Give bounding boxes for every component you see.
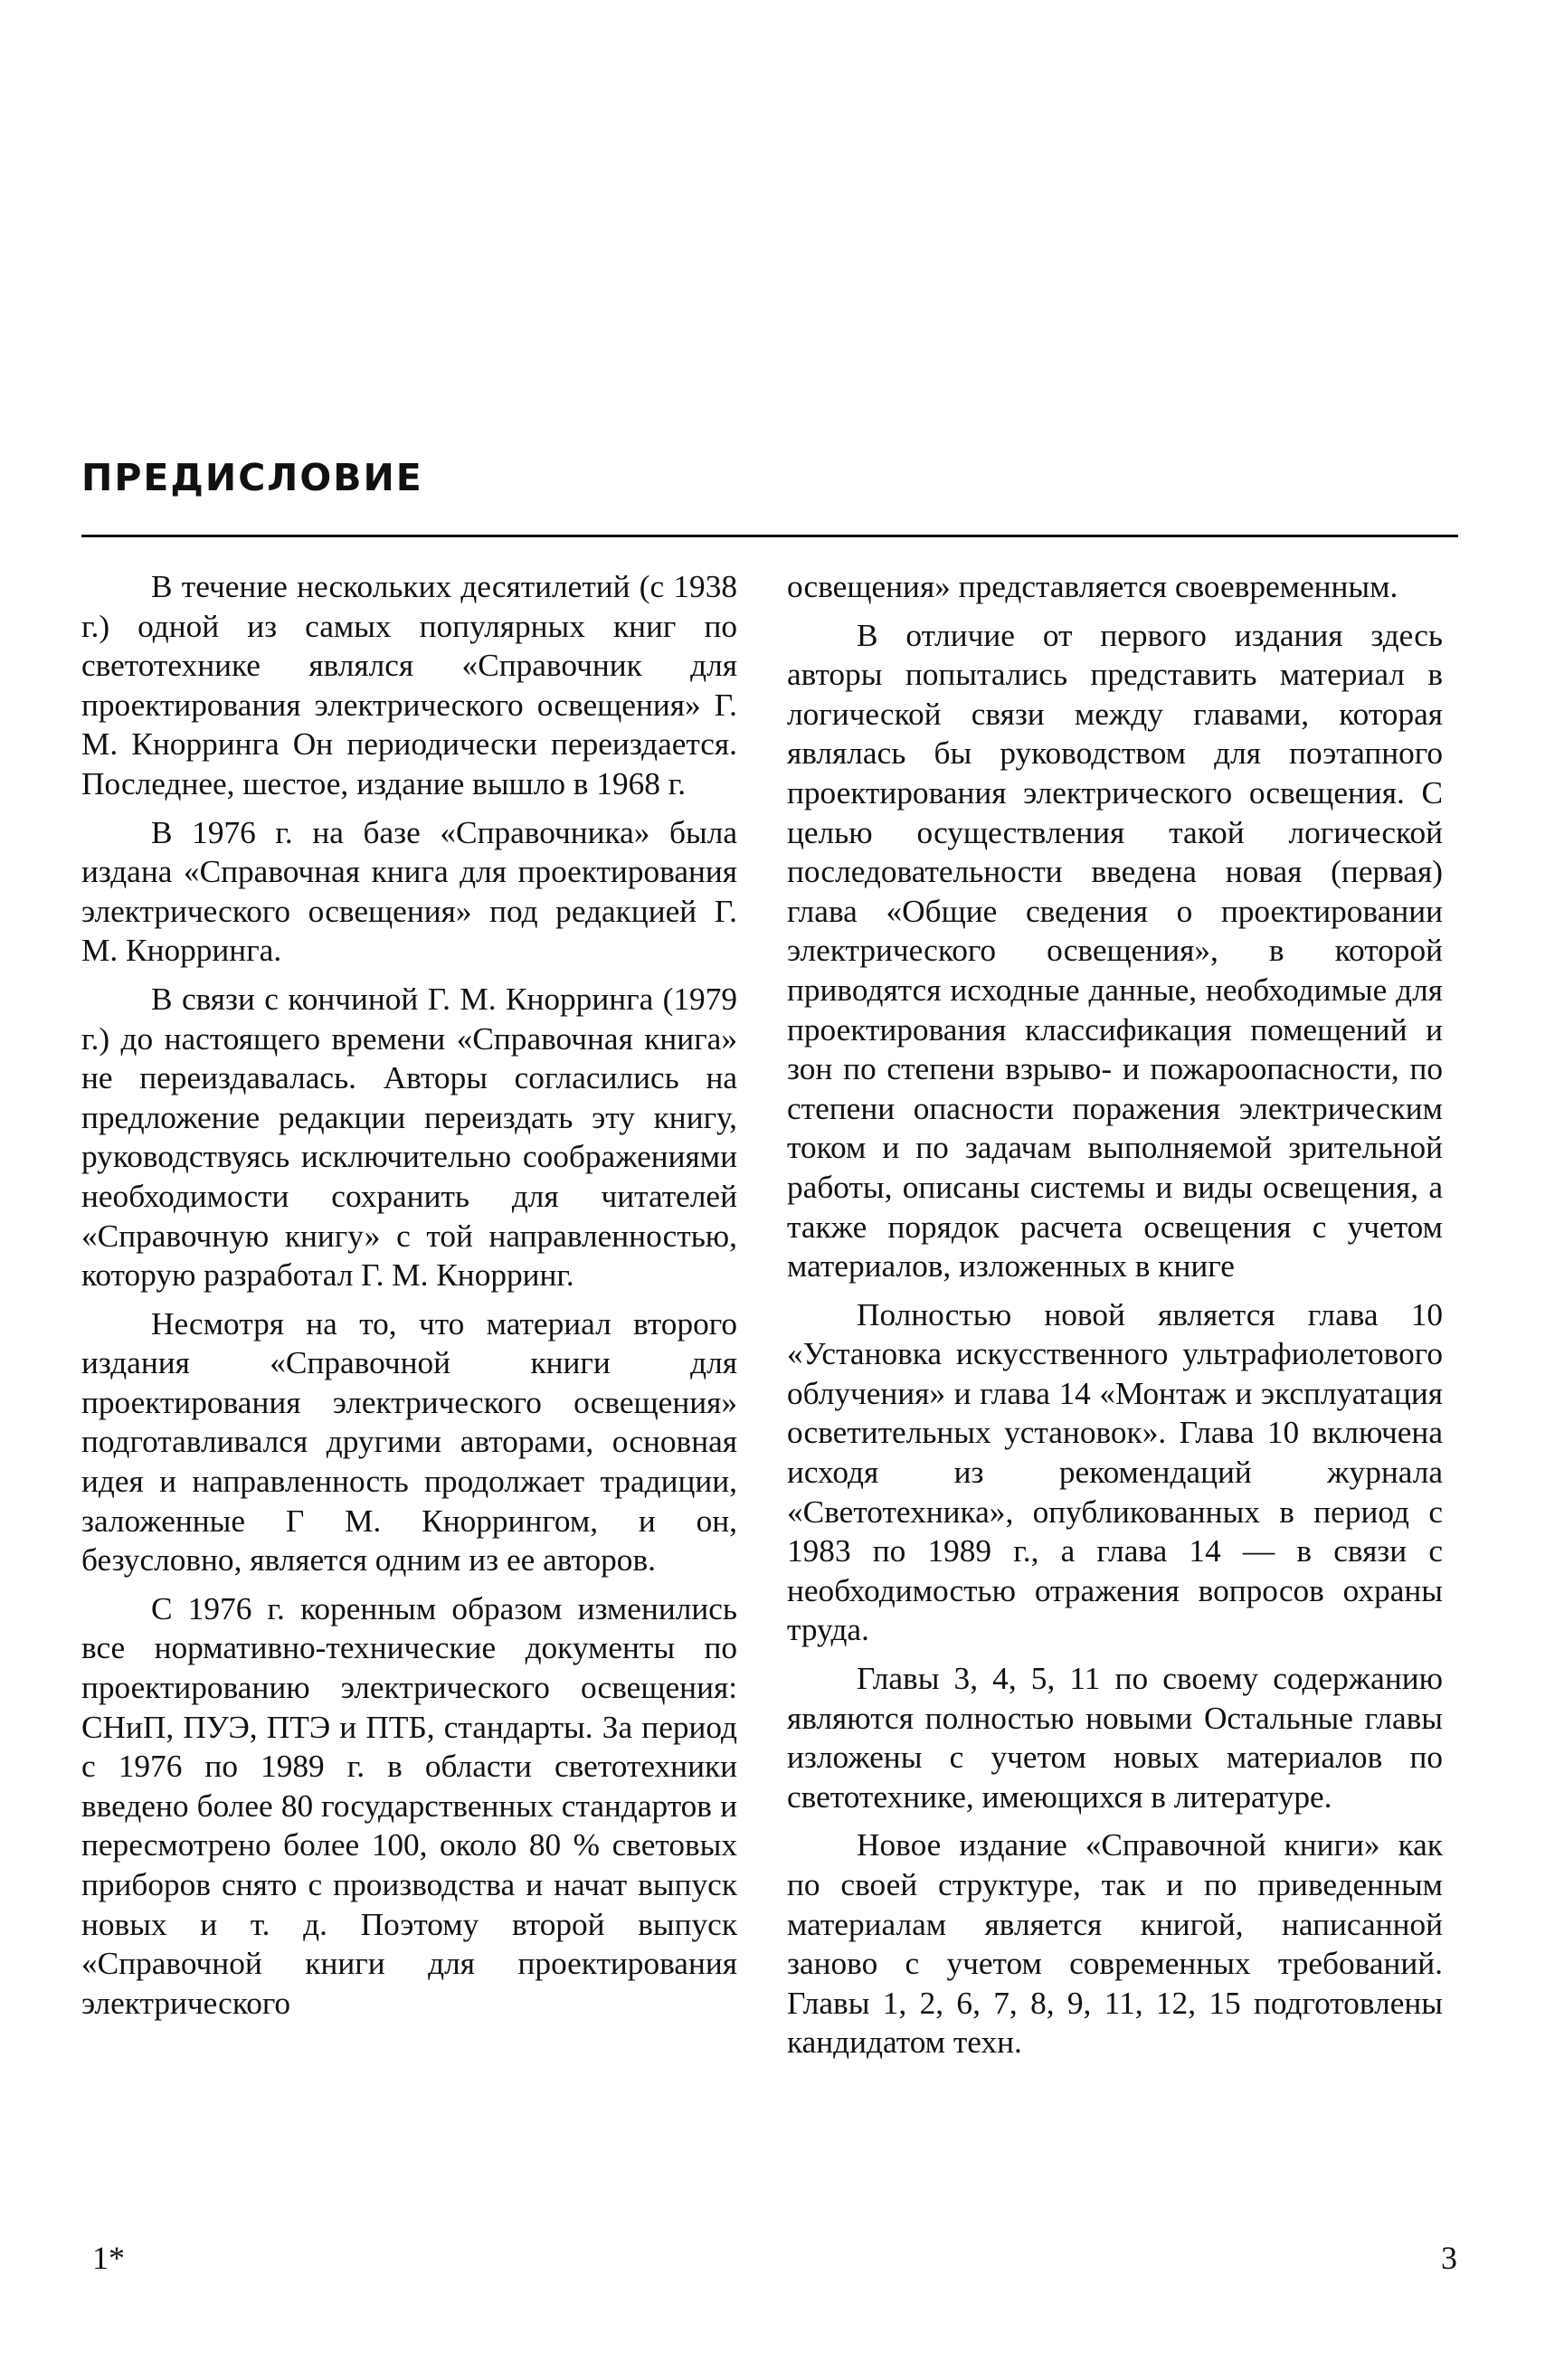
- paragraph-continued: освещения» представляется своевременным.: [787, 569, 1398, 604]
- paragraph: В связи с кончиной Г. М. Кнорринга (1979 г.) до настоящего времени «Справочная книга» не переиздавалась. Авторы согласились на предложение редакции переиздать эту книгу, руководствуясь исключительно соображениями необходимости сохранить для читателей «Справочную книгу» с той направленностью, которую разработал Г. М. Кнорринг.: [81, 981, 737, 1294]
- paragraph: С 1976 г. коренным образом изменились все нормативно-технические документы по проектированию электрического освещения: СНиП, ПУЭ, ПТЭ и ПТБ, стандарты. За период с 1976 по 1989 г. в области светотехники введено более 80 государственных стандартов и пересмотрено более 100, около 80 % световых приборов снято с производства и начат выпуск новых и т. д. Поэтому второй выпуск «Справочной книги для проектирования электрического: [81, 1590, 737, 2021]
- paragraph: Полностью новой является глава 10 «Установка искусственного ультрафиолетового облучения» и глава 14 «Монтаж и эксплуатация осветительных установок». Глава 10 включена исходя из рекомендаций журнала «Светотехника», опубликованных в период с 1983 по 1989 г., а глава 14 — в связи с необходимостью отражения вопросов охраны труда.: [787, 1296, 1443, 1648]
- paragraph: Главы 3, 4, 5, 11 по своему содержанию являются полностью новыми Остальные главы изложены с учетом новых материалов по светотехнике, имеющихся в литературе.: [787, 1661, 1443, 1815]
- paragraph: В течение нескольких десятилетий (с 1938 г.) одной из самых популярных книг по светотехнике являлся «Справочник для проектирования электрического освещения» Г. М. Кнорринга Он периодически переиздается. Последнее, шестое, издание вышло в 1968 г.: [81, 569, 737, 801]
- page-heading: ПРЕДИСЛОВИЕ: [81, 456, 423, 499]
- heading-rule: [81, 535, 1458, 537]
- paragraph: Несмотря на то, что материал второго издания «Справочной книги для проектирования электрического освещения» подготавливался другими авторами, основная идея и направленность продолжает традиции, заложенные Г М. Кнoррингом, и он, безусловно, является одним из ее авторов.: [81, 1305, 737, 1579]
- paragraph: В 1976 г. на базе «Справочника» была издана «Справочная книга для проектирования электрического освещения» под редакцией Г. М. Кнорринга.: [81, 814, 737, 969]
- paragraph: В отличие от первого издания здесь авторы попытались представить материал в логической связи между главами, которая являлась бы руководством для поэтапного проектирования электрического освещения. С целью осуществления такой логической последовательности введена новая (первая) глава «Общие сведения о проектировании электрического освещения», в которой приводятся исходные данные, необходимые для проектирования классификация помещений и зон по степени взрыво- и пожароопасности, по степени опасности поражения электрическим током и по задачам выполняемой зрительной работы, описаны системы и виды освещения, а также порядок расчета освещения с учетом материалов, изложенных в книге: [787, 617, 1443, 1285]
- right-column: [787, 567, 1443, 2072]
- left-column: [81, 567, 737, 2032]
- page-number: 3: [1441, 2240, 1457, 2276]
- signature-mark: 1*: [92, 2240, 125, 2276]
- paragraph: Новое издание «Справочной книги» как по своей структуре, так и по приведенным материалам является книгой, написанной заново с учетом современных требований. Главы 1, 2, 6, 7, 8, 9, 11, 12, 15 подготовлены кандидатом техн.: [787, 1827, 1443, 2061]
